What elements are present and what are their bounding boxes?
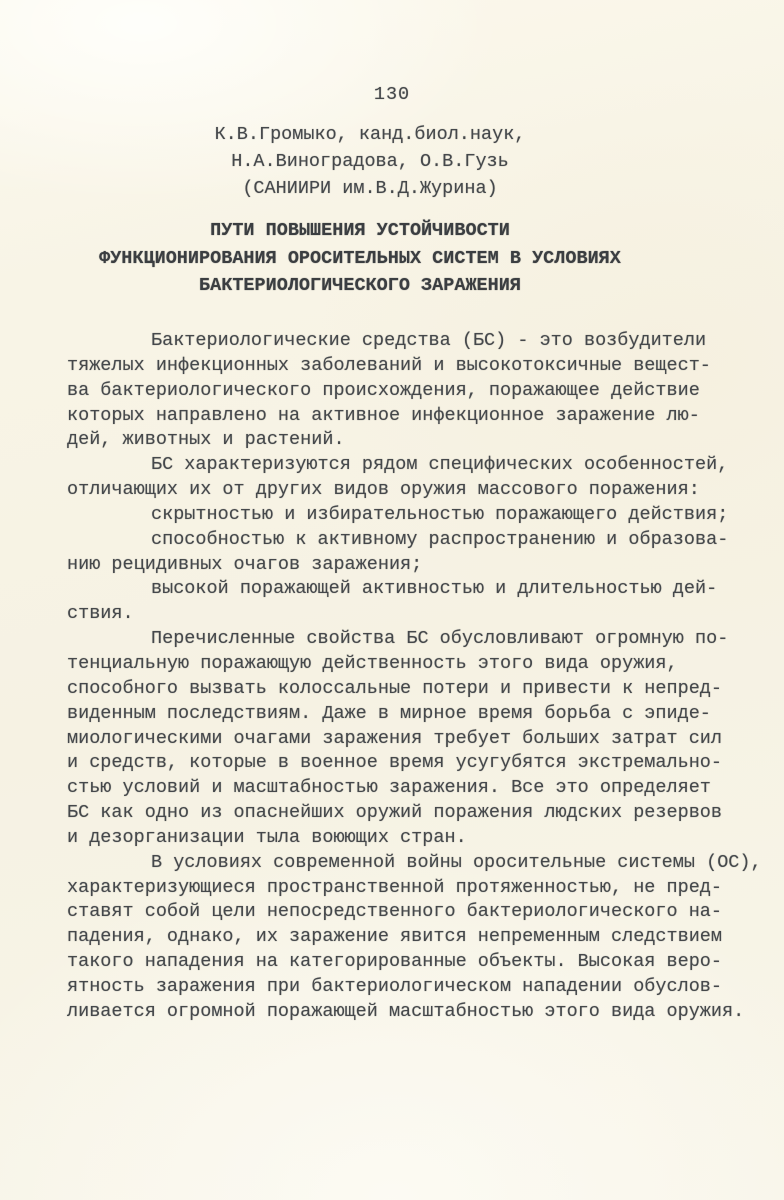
text-line: которых направлено на активное инфекционное заражение лю-	[67, 404, 700, 426]
text-line: высокой поражающей активностью и длительностью дей-	[151, 578, 718, 600]
text-line: способного вызвать колоссальные потери и привести к непред-	[67, 677, 723, 699]
text-line: Перечисленные свойства БС обусловливают огромную по-	[151, 628, 729, 650]
text-line: способностью к активному распространению и образова-	[151, 528, 729, 550]
text-line: виденным последствиям. Даже в мирное время борьба с эпиде-	[67, 702, 711, 724]
text-line: стью условий и масштабностью заражения. Все это определяет	[67, 777, 711, 799]
text-line: и средств, которые в военное время усугубятся экстремально-	[67, 752, 723, 774]
text-line: тяжелых инфекционных заболеваний и высокотоксичные вещест-	[67, 354, 711, 376]
title-line: ФУНКЦИОНИРОВАНИЯ ОРОСИТЕЛЬНЫХ СИСТЕМ В УСЛОВИЯХ	[99, 247, 621, 269]
text-line: Бактериологические средства (БС) - это возбудители	[151, 330, 707, 351]
article-title	[0, 217, 752, 300]
author-line: Н.А.Виноградова, О.В.Гузь	[231, 151, 509, 173]
text-line: скрытностью и избирательностью поражающего действия;	[151, 503, 729, 525]
paragraph	[67, 503, 757, 528]
text-line: ятность заражения при бактериологическом нападении обуслов-	[67, 975, 723, 997]
text-line: нию рецидивных очагов заражения;	[67, 553, 423, 575]
title-line: БАКТЕРИОЛОГИЧЕСКОГО ЗАРАЖЕНИЯ	[199, 275, 521, 296]
text-line: ва бактериологического происхождения, поражающее действие	[67, 379, 700, 401]
page-number: 130	[373, 84, 411, 105]
text-line: и дезорганизации тыла воюющих стран.	[67, 826, 467, 848]
text-line: характеризующиеся пространственной протяженностью, не пред-	[67, 876, 723, 898]
text-line: ливается огромной поражающей масштабностью этого вида оружия.	[67, 1000, 745, 1022]
paragraph	[67, 577, 757, 627]
text-line: БС характеризуются рядом специфических особенностей,	[151, 454, 729, 476]
title-line: ПУТИ ПОВЫШЕНИЯ УСТОЙЧИВОСТИ	[210, 220, 510, 241]
text-line: ставят собой цели непосредственного бактериологического на-	[67, 901, 723, 923]
paragraph	[67, 528, 757, 578]
text-line: дей, животных и растений.	[67, 429, 345, 451]
text-line: В условиях современной войны оросительные системы (ОС),	[151, 851, 762, 873]
text-line: БС как одно из опаснейших оружий поражения людских резервов	[67, 802, 723, 824]
author-line: К.В.Громыко, канд.биол.наук,	[214, 124, 526, 145]
affiliation-line: (САНИИРИ им.В.Д.Журина)	[242, 178, 498, 200]
text-line: тенциальную поражающую действенность этого вида оружия,	[67, 652, 678, 674]
text-line: миологическими очагами заражения требует больших затрат сил	[67, 727, 723, 749]
authors-block	[0, 121, 762, 203]
text-line: такого нападения на категорированные объекты. Высокая веро-	[67, 951, 723, 973]
paragraph	[67, 851, 762, 1025]
paragraph	[67, 453, 757, 503]
article-body	[67, 329, 762, 1025]
paragraph	[67, 627, 757, 851]
text-line: отличающих их от других видов оружия массового поражения:	[67, 479, 700, 501]
text-line: падения, однако, их заражение явится непременным следствием	[67, 926, 723, 948]
paragraph	[67, 329, 757, 453]
text-line: ствия.	[67, 603, 134, 625]
